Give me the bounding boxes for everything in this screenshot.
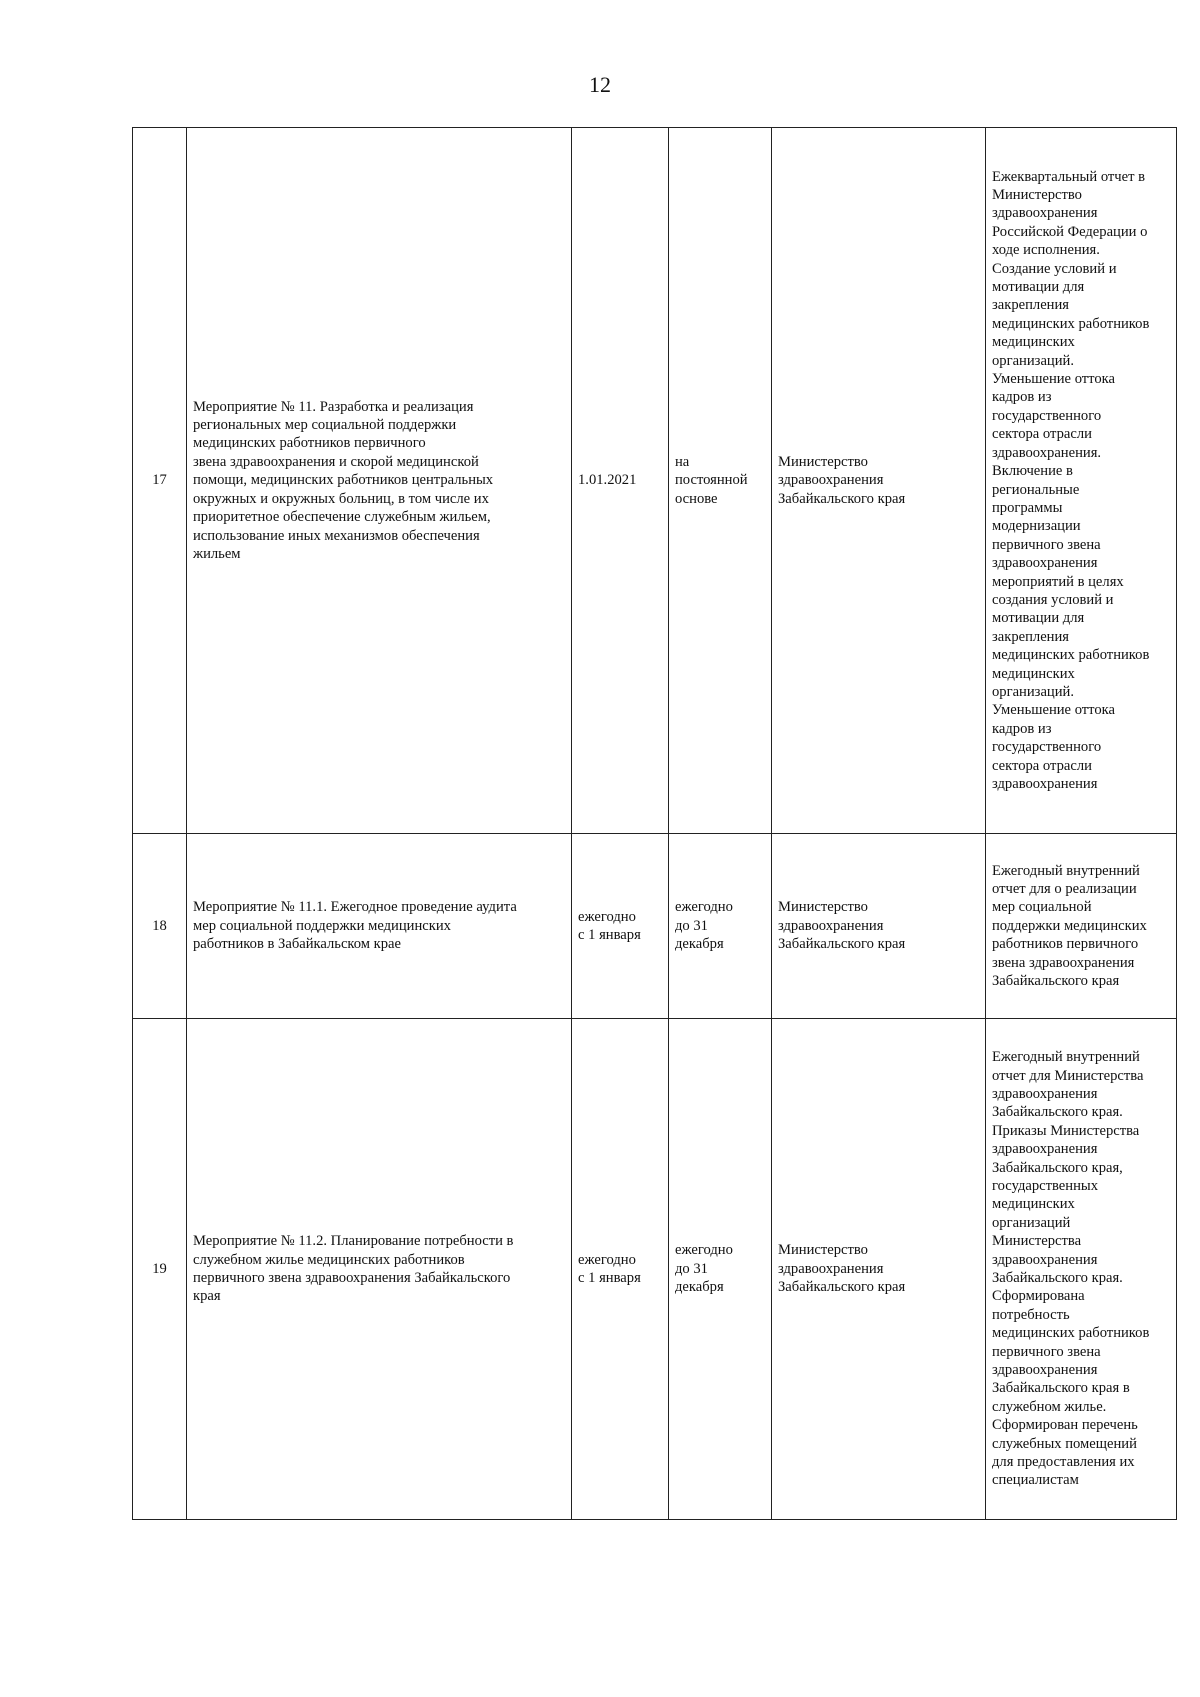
text-line: кадров из [992,389,1052,406]
text-line: Забайкальского края в [992,1380,1130,1397]
text-line: здравоохранения [992,555,1098,572]
text-line: мер социальной [992,899,1092,916]
text-line: до 31 [675,1260,708,1277]
responsible-cell [772,1019,986,1520]
row-number-cell [133,1019,187,1520]
text-line: организаций. [992,352,1074,369]
page-number: 12 [589,72,611,97]
end-date-cell [669,834,772,1019]
text-line: Забайкальского края [992,973,1120,990]
text-line: Ежеквартальный отчет в [992,168,1146,185]
text-line: потребность [992,1306,1070,1323]
text-line: Министерство [778,453,868,470]
start-date-cell [572,1019,669,1520]
text-line: Забайкальского края [778,1279,906,1296]
text-line: постоянной [675,472,748,489]
text-line: мероприятий в целях [992,573,1124,590]
text-line: Ежегодный внутренний [992,862,1140,879]
text-line: закрепления [992,628,1070,645]
result-cell [986,1019,1177,1520]
text-line: Министерства [992,1233,1082,1250]
text-line: организаций [992,1214,1071,1231]
text-line: Забайкальского края. [992,1104,1123,1121]
text-line: здравоохранения [992,776,1098,792]
text-line: Включение в [992,463,1073,480]
text-line: Приказы Министерства [992,1122,1140,1139]
text-line: ежегодно [578,1251,636,1268]
end-date-cell [669,1019,772,1520]
text-line: программы [992,499,1063,516]
text-line: с 1 января [578,927,641,943]
text-line: региональные [992,481,1080,498]
text-line: Забайкальского края. [992,1270,1123,1286]
text-line: служебном жилье. [992,1398,1107,1415]
text-line: здравоохранения. [992,444,1102,461]
start-date-cell [572,128,669,834]
text-line: создания условий и [992,591,1114,608]
text-line: отчет для Министерства [992,1067,1144,1084]
description-cell [187,1019,572,1520]
table-row [133,128,1177,834]
text-line: окружных и окружных больниц, в том числе их [193,490,489,507]
table-row [133,834,1177,1019]
text-line: помощи, медицинских работников центральных [193,472,494,489]
row-number: 17 [152,472,167,489]
text-line: специалистам [992,1472,1079,1489]
text-line: мотивации для [992,610,1085,627]
text-line: для предоставления их [992,1454,1135,1471]
text-line: Забайкальского края [778,936,906,953]
table-row [133,1019,1177,1520]
end-date-cell [669,128,772,834]
text-line: медицинских [992,334,1075,351]
result-cell [986,834,1177,1019]
text-line: жильем [193,545,241,562]
text-line: Ежегодный внутренний [992,1049,1140,1066]
text-line: государственного [992,407,1102,424]
text-line: Мероприятие № 11.2. Планирование потребности в [193,1233,514,1250]
text-line: медицинских [992,665,1075,682]
text-line: модернизации [992,518,1081,535]
text-line: здравоохранения [992,205,1098,222]
text-line: кадров из [992,720,1052,737]
responsible-cell [772,834,986,1019]
text-line: Забайкальского края, [992,1159,1123,1176]
text-line: Мероприятие № 11. Разработка и реализация [193,398,474,415]
start-date-cell [572,834,669,1019]
description-cell [187,128,572,834]
text-line: здравоохранения [992,1362,1098,1379]
text-line: служебных помещений [992,1435,1137,1452]
description-cell [187,834,572,1019]
text-line: звена здравоохранения [992,954,1135,971]
text-line: медицинских работников [992,1325,1150,1342]
text-line: Сформирован перечень [992,1417,1138,1434]
text-line: отчет для о реализации [992,880,1137,897]
text-line: звена здравоохранения и скорой медицинской [193,453,479,470]
text-line: государственных [992,1177,1099,1194]
text-line: первичного звена [992,1343,1101,1360]
text-line: ежегодно [578,908,636,925]
text-line: 1.01.2021 [578,472,637,489]
text-line: здравоохранения [992,1251,1098,1268]
text-line: медицинских [992,1196,1075,1213]
text-line: Сформирована [992,1288,1085,1305]
text-line: с 1 января [578,1270,641,1286]
text-line: работников в Забайкальском крае [193,936,402,953]
text-line: декабря [675,936,724,953]
text-line: ежегодно [675,1242,733,1259]
text-line: Российской Федерации о [992,223,1148,240]
text-line: Министерство [778,1242,868,1259]
measures-table [132,127,1177,1520]
text-line: поддержки медицинских [992,917,1147,934]
text-line: Министерство [992,187,1082,203]
text-line: государственного [992,739,1102,756]
text-line: Создание условий и [992,260,1117,277]
text-line: здравоохранения [778,472,884,489]
text-line: Мероприятие № 11.1. Ежегодное проведение аудита [193,899,517,916]
text-line: декабря [675,1279,724,1296]
text-line: на [675,453,690,470]
row-number: 18 [152,917,167,934]
text-line: ходе исполнения. [992,242,1100,259]
text-line: края [193,1288,221,1305]
row-number-cell [133,834,187,1019]
row-number: 19 [152,1260,167,1277]
text-line: здравоохранения [992,1141,1098,1158]
text-line: Забайкальского края [778,490,906,507]
text-line: сектора отрасли [992,426,1092,443]
text-line: основе [675,490,718,507]
text-line: приоритетное обеспечение служебным жильем, [193,509,491,526]
text-line: первичного звена [992,536,1101,553]
text-line: мотивации для [992,279,1085,296]
text-line: Уменьшение оттока [992,702,1115,719]
text-line: медицинских работников [992,647,1150,664]
responsible-cell [772,128,986,834]
text-line: медицинских работников [992,315,1150,332]
text-line: ежегодно [675,899,733,916]
text-line: сектора отрасли [992,757,1092,774]
text-line: использование иных механизмов обеспечения [193,527,480,544]
text-line: Министерство [778,899,868,916]
text-line: работников первичного [992,936,1139,953]
result-cell [986,128,1177,834]
text-line: служебном жилье медицинских работников [193,1251,465,1268]
row-number-cell [133,128,187,834]
text-line: до 31 [675,917,708,934]
text-line: организаций. [992,683,1074,700]
text-line: медицинских работников первичного [193,435,426,452]
text-line: первичного звена здравоохранения Забайкальского [193,1270,511,1286]
text-line: здравоохранения [778,917,884,934]
text-line: здравоохранения [778,1260,884,1277]
text-line: мер социальной поддержки медицинских [193,917,451,934]
text-line: Уменьшение оттока [992,371,1115,388]
text-line: региональных мер социальной поддержки [193,417,457,434]
text-line: закрепления [992,297,1070,314]
text-line: здравоохранения [992,1085,1098,1102]
